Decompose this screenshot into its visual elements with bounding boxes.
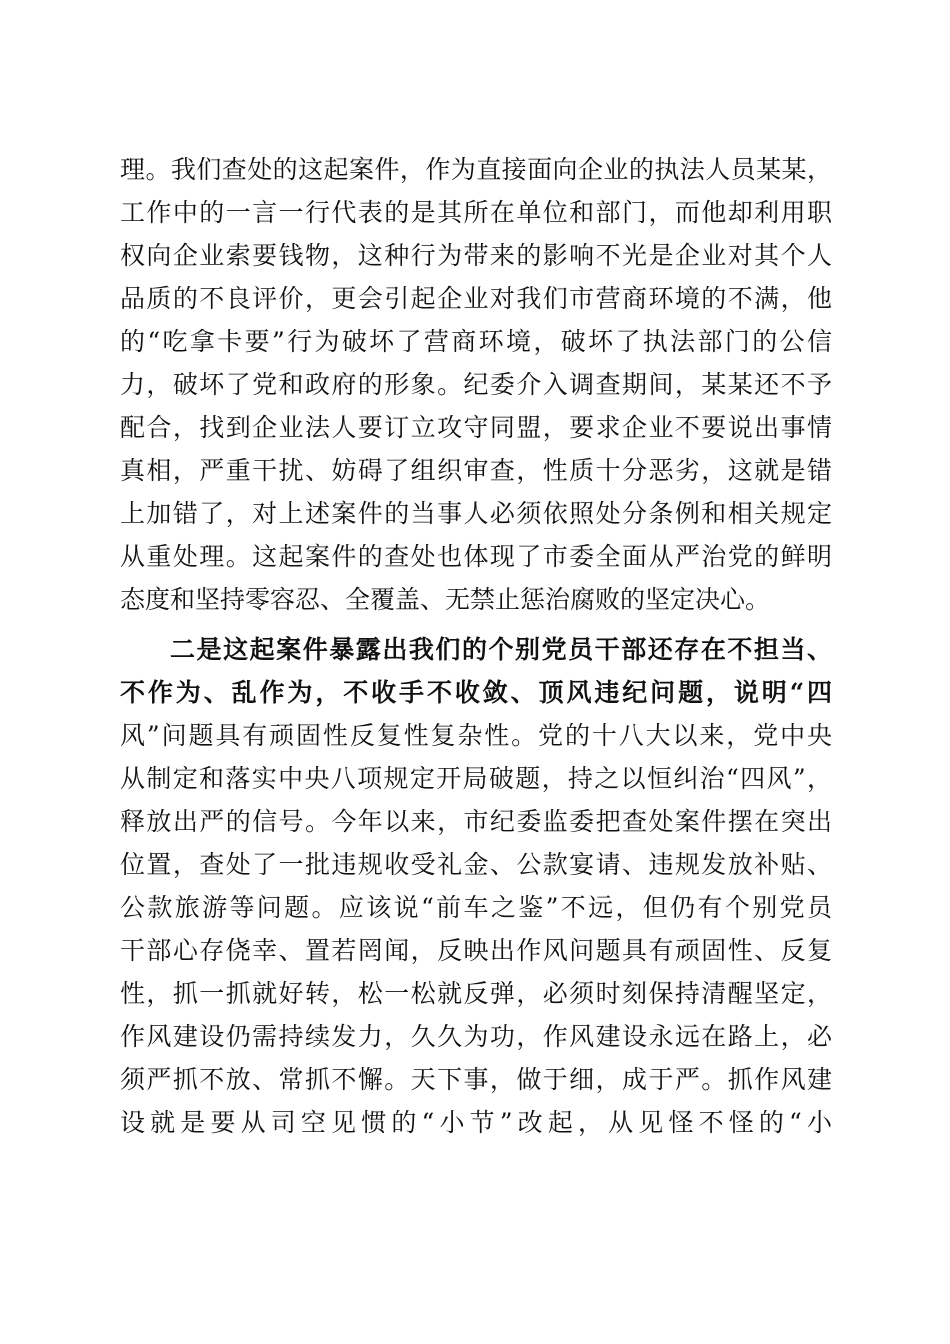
paragraph-1-line: 的“吃拿卡要”行为破坏了营商环境，破坏了执法部门的公信	[120, 327, 832, 356]
paragraph-2-line: 须严抓不放、常抓不懈。天下事，做于细，成于严。抓作风建	[120, 1065, 832, 1094]
paragraph-1-line: 工作中的一言一行代表的是其所在单位和部门，而他却利用职	[120, 198, 832, 227]
paragraph-2-line: 风”问题具有顽固性反复性复杂性。党的十八大以来，党中央	[120, 721, 832, 750]
paragraph-2-line: 公款旅游等问题。应该说“前车之鉴”不远，但仍有个别党员	[120, 893, 832, 922]
paragraph-1-line: 配合，找到企业法人要订立攻守同盟，要求企业不要说出事情	[120, 413, 832, 442]
paragraph-2-line: 释放出严的信号。今年以来，市纪委监委把查处案件摆在突出	[120, 807, 832, 836]
body-text	[120, 148, 832, 1144]
paragraph-2-line: 位置，查处了一批违规收受礼金、公款宴请、违规发放补贴、	[120, 850, 832, 879]
paragraph-2-line: 干部心存侥幸、置若罔闻，反映出作风问题具有顽固性、反复	[120, 936, 832, 965]
paragraph-2-line: 从制定和落实中央八项规定开局破题，持之以恒纠治“四风”，	[120, 764, 832, 793]
paragraph-1-line: 真相，严重干扰、妨碍了组织审查，性质十分恶劣，这就是错	[120, 456, 832, 485]
paragraph-1	[120, 148, 832, 621]
paragraph-1-line: 力，破坏了党和政府的形象。纪委介入调查期间，某某还不予	[120, 370, 832, 399]
paragraph-1-line: 品质的不良评价，更会引起企业对我们市营商环境的不满，他	[120, 284, 832, 313]
paragraph-2-line: 设就是要从司空见惯的“小节”改起，从见怪不怪的“小	[120, 1108, 832, 1137]
paragraph-1-line: 上加错了，对上述案件的当事人必须依照处分条例和相关规定	[120, 499, 832, 528]
paragraph-spacer	[120, 621, 832, 628]
paragraph-2-line: 性，抓一抓就好转，松一松就反弹，必须时刻保持清醒坚定，	[120, 979, 832, 1008]
paragraph-1-line: 理。我们查处的这起案件，作为直接面向企业的执法人员某某，	[120, 155, 832, 184]
paragraph-2-line: 作风建设仍需持续发力，久久为功，作风建设永远在路上，必	[120, 1022, 832, 1051]
paragraph-1-line: 从重处理。这起案件的查处也体现了市委全面从严治党的鲜明	[120, 542, 832, 571]
paragraph-2-heading-line: 不作为、乱作为，不收手不收敛、顶风违纪问题，说明“四	[120, 678, 832, 707]
paragraph-1-line: 权向企业索要钱物，这种行为带来的影响不光是企业对其个人	[120, 241, 832, 270]
paragraph-2	[120, 628, 832, 1144]
paragraph-1-line: 态度和坚持零容忍、全覆盖、无禁止惩治腐败的坚定决心。	[120, 585, 771, 614]
paragraph-2-heading-line: 二是这起案件暴露出我们的个别党员干部还存在不担当、	[170, 635, 832, 664]
